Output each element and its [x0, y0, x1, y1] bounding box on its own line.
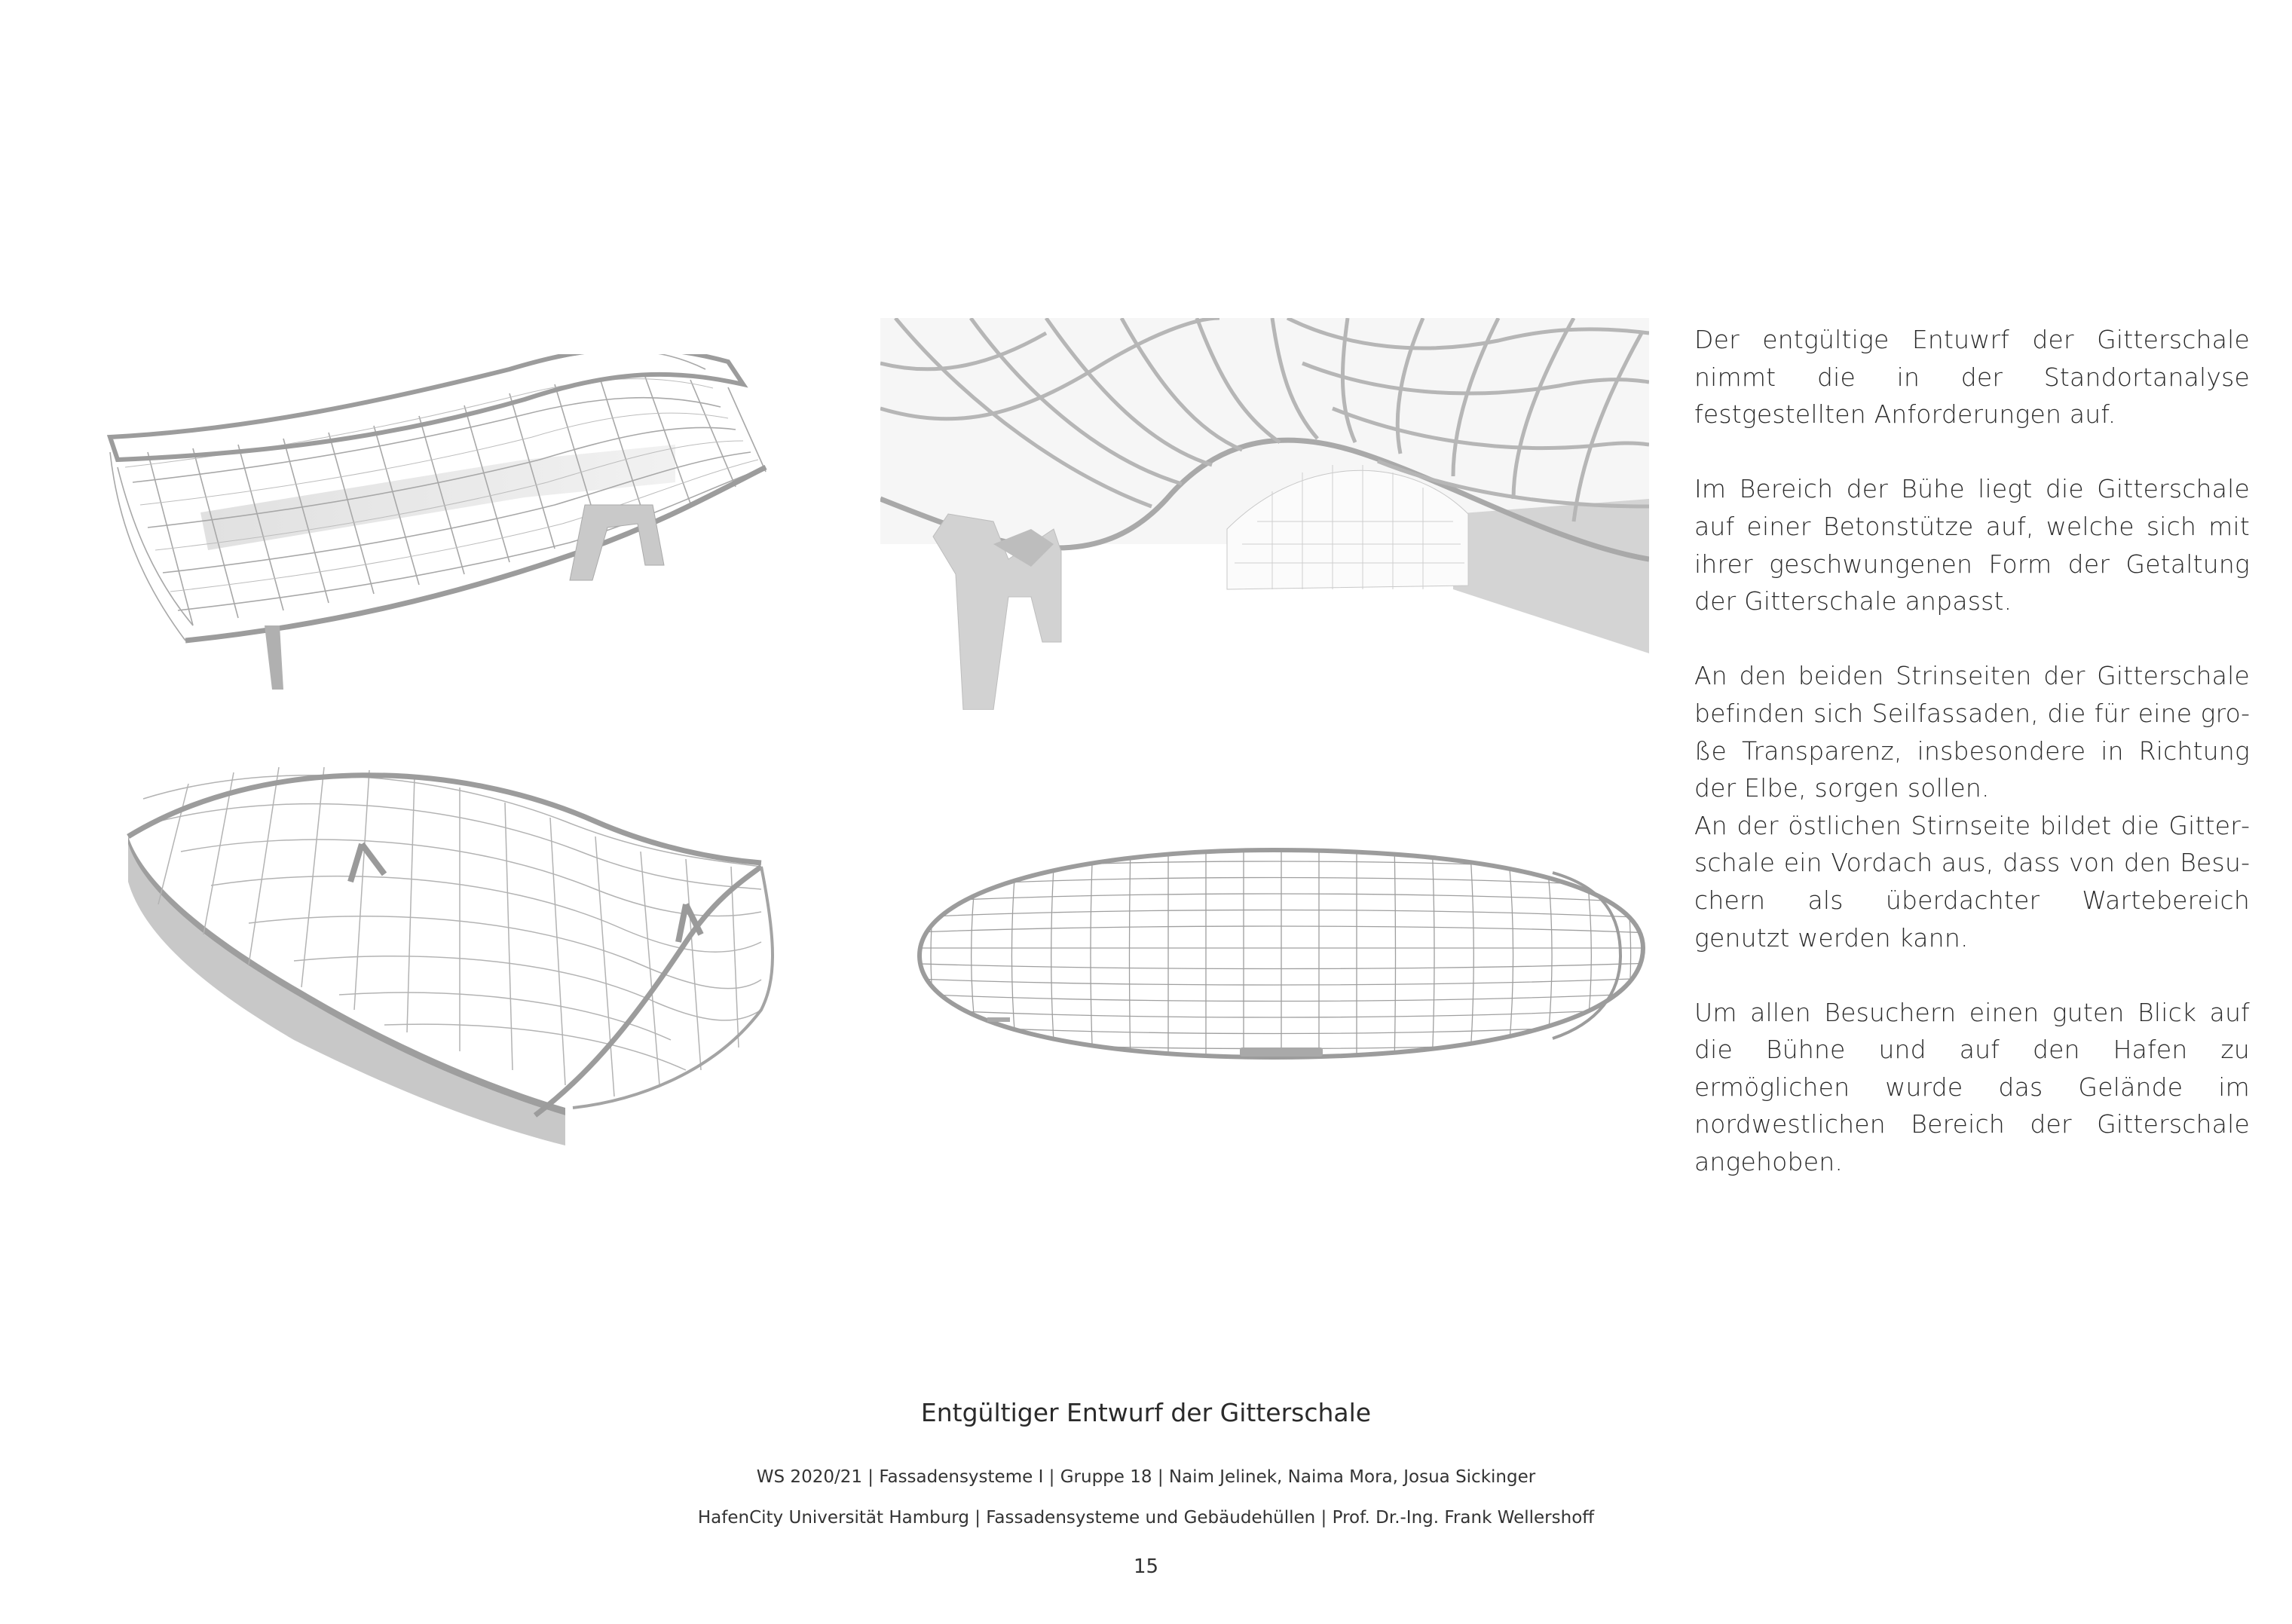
gridshell-render-perspective-east	[113, 754, 814, 1145]
paragraph-support: Im Bereich der Bühe liegt die Gitterschale auf einer Betonstütze auf, welche sich mit ihrer geschwungenen Form der Getaltung der Gitterschale anpasst.	[1694, 474, 2250, 616]
description-text	[1694, 321, 2250, 1181]
footer-course-line: WS 2020/21 | Fassadensysteme I | Gruppe 18 | Naim Jelinek, Naima Mora, Josua Sickinger	[756, 1467, 1536, 1487]
paragraph-cable-facades: An den beiden Strinseiten der Gitterschale befinden sich Seilfassaden, die für eine große Transparenz, insbesondere in Richtung der Elbe, sorgen sollen.	[1694, 661, 2250, 803]
page-number: 15	[1133, 1555, 1159, 1578]
gridshell-render-interior	[880, 318, 1649, 710]
gridshell-render-plan	[897, 843, 1651, 1065]
paragraph-canopy: An der östlichen Stirnseite bildet die Gitterschale ein Vordach aus, dass von den Besuchern als überdachter Wartebereich genutzt werden kann.	[1694, 810, 2250, 953]
paragraph-intro: Der entgültige Entuwrf der Gitterschale nimmt die in der Standortanalyse festgestellten Anforderungen auf.	[1694, 325, 2250, 430]
figure-caption: Entgültiger Entwurf der Gitterschale	[920, 1398, 1372, 1427]
gridshell-render-perspective-north	[103, 354, 841, 690]
footer-university-line: HafenCity Universität Hamburg | Fassadensysteme und Gebäudehüllen | Prof. Dr.-Ing. Frank Wellershoff	[697, 1508, 1595, 1528]
paragraph-terrain: Um allen Besuchern einen guten Blick auf die Bühne und auf den Hafen zu ermöglichen wurde das Gelände im nordwestlichen Bereich der Gitterschale angehoben.	[1694, 997, 2250, 1177]
